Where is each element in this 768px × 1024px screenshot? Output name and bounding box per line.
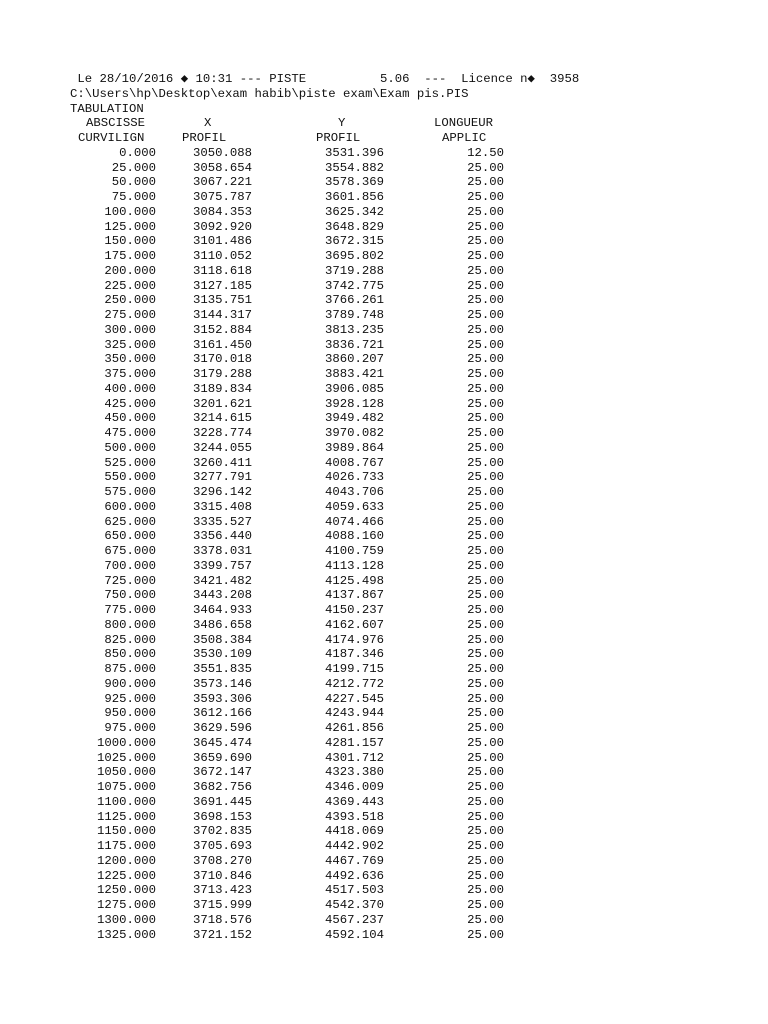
table-row xyxy=(0,677,768,692)
longueur-value: 25.00 xyxy=(467,411,504,426)
longueur-value: 25.00 xyxy=(467,632,504,647)
y-profil-value: 3601.856 xyxy=(324,190,384,204)
table-row xyxy=(0,249,768,264)
y-profil-value: 4187.346 xyxy=(324,647,384,662)
x-profil-value: 3705.693 xyxy=(192,839,252,853)
abscisse-value: 1075.000 xyxy=(96,780,156,794)
y-profil-value: 3949.482 xyxy=(324,411,384,426)
table-row xyxy=(0,765,768,780)
y-profil-value: 4517.503 xyxy=(324,883,384,898)
x-profil-value: 3573.146 xyxy=(192,676,252,691)
longueur-value: 25.00 xyxy=(467,603,504,617)
table-row xyxy=(0,264,768,279)
longueur-value: 25.00 xyxy=(467,558,504,573)
y-profil-value: 4323.380 xyxy=(324,765,384,780)
x-profil-value: 3629.596 xyxy=(192,721,252,735)
table-row xyxy=(0,279,768,294)
abscisse-value: 325.000 xyxy=(104,337,156,352)
longueur-value: 25.00 xyxy=(467,219,504,234)
y-profil-value: 4199.715 xyxy=(324,662,384,676)
abscisse-value: 425.000 xyxy=(104,396,156,411)
longueur-value: 25.00 xyxy=(467,514,504,529)
abscisse-value: 675.000 xyxy=(104,544,156,558)
table-row xyxy=(0,869,768,884)
x-profil-value: 3710.846 xyxy=(192,868,252,883)
longueur-value: 25.00 xyxy=(467,190,504,204)
table-row xyxy=(0,618,768,633)
y-profil-value: 3531.396 xyxy=(324,145,384,160)
abscisse-value: 1200.000 xyxy=(96,853,156,868)
x-profil-value: 3058.654 xyxy=(192,160,252,175)
longueur-value: 25.00 xyxy=(467,898,504,912)
table-row xyxy=(0,706,768,721)
col-header-profil-y: PROFIL xyxy=(316,131,361,145)
longueur-value: 25.00 xyxy=(467,175,504,190)
y-profil-value: 4125.498 xyxy=(324,573,384,588)
abscisse-value: 1025.000 xyxy=(96,750,156,765)
table-row xyxy=(0,574,768,589)
x-profil-value: 3067.221 xyxy=(192,175,252,190)
longueur-value: 25.00 xyxy=(467,780,504,794)
y-profil-value: 4026.733 xyxy=(324,470,384,485)
x-profil-value: 3228.774 xyxy=(192,426,252,440)
y-profil-value: 4174.976 xyxy=(324,632,384,647)
x-profil-value: 3721.152 xyxy=(192,927,252,942)
longueur-value: 25.00 xyxy=(467,883,504,898)
longueur-value: 25.00 xyxy=(467,824,504,839)
abscisse-value: 1050.000 xyxy=(96,765,156,780)
x-profil-value: 3260.411 xyxy=(192,455,252,470)
x-profil-value: 3214.615 xyxy=(192,411,252,426)
y-profil-value: 4008.767 xyxy=(324,455,384,470)
table-row xyxy=(0,308,768,323)
col-header-curvilign: CURVILIGN xyxy=(78,131,145,145)
abscisse-value: 1225.000 xyxy=(96,868,156,883)
longueur-value: 25.00 xyxy=(467,293,504,308)
longueur-value: 25.00 xyxy=(467,529,504,544)
abscisse-value: 750.000 xyxy=(104,588,156,603)
y-profil-value: 4281.157 xyxy=(324,735,384,750)
longueur-value: 25.00 xyxy=(467,588,504,603)
abscisse-value: 775.000 xyxy=(104,603,156,617)
x-profil-value: 3691.445 xyxy=(192,794,252,809)
x-profil-value: 3084.353 xyxy=(192,204,252,219)
table-row xyxy=(0,854,768,869)
longueur-value: 25.00 xyxy=(467,706,504,721)
y-profil-value: 3989.864 xyxy=(324,440,384,455)
table-row xyxy=(0,293,768,308)
abscisse-value: 1325.000 xyxy=(96,927,156,942)
longueur-value: 25.00 xyxy=(467,204,504,219)
y-profil-value: 4369.443 xyxy=(324,794,384,809)
y-profil-value: 4542.370 xyxy=(324,898,384,912)
y-profil-value: 3883.421 xyxy=(324,367,384,381)
y-profil-value: 4162.607 xyxy=(324,617,384,632)
x-profil-value: 3335.527 xyxy=(192,514,252,529)
x-profil-value: 3161.450 xyxy=(192,337,252,352)
abscisse-value: 700.000 xyxy=(104,558,156,573)
y-profil-value: 3860.207 xyxy=(324,352,384,367)
abscisse-value: 950.000 xyxy=(104,706,156,721)
table-row xyxy=(0,588,768,603)
column-header-row-1 xyxy=(0,116,768,131)
x-profil-value: 3645.474 xyxy=(192,735,252,750)
y-profil-value: 3928.128 xyxy=(324,396,384,411)
abscisse-value: 1175.000 xyxy=(96,839,156,853)
longueur-value: 25.00 xyxy=(467,455,504,470)
table-row xyxy=(0,928,768,943)
abscisse-value: 1250.000 xyxy=(96,883,156,898)
y-profil-value: 4393.518 xyxy=(324,809,384,824)
longueur-value: 25.00 xyxy=(467,927,504,942)
abscisse-value: 50.000 xyxy=(111,175,156,190)
y-profil-value: 4243.944 xyxy=(324,706,384,721)
x-profil-value: 3127.185 xyxy=(192,278,252,293)
table-row xyxy=(0,544,768,559)
table-row xyxy=(0,367,768,382)
x-profil-value: 3702.835 xyxy=(192,824,252,839)
longueur-value: 25.00 xyxy=(467,278,504,293)
abscisse-value: 550.000 xyxy=(104,470,156,485)
table-row xyxy=(0,338,768,353)
x-profil-value: 3144.317 xyxy=(192,308,252,322)
col-header-applic: APPLIC xyxy=(442,131,487,145)
abscisse-value: 825.000 xyxy=(104,632,156,647)
abscisse-value: 600.000 xyxy=(104,499,156,514)
abscisse-value: 125.000 xyxy=(104,219,156,234)
table-row xyxy=(0,913,768,928)
longueur-value: 25.00 xyxy=(467,868,504,883)
longueur-value: 25.00 xyxy=(467,249,504,263)
y-profil-value: 4492.636 xyxy=(324,868,384,883)
longueur-value: 25.00 xyxy=(467,367,504,381)
table-row xyxy=(0,721,768,736)
y-profil-value: 3789.748 xyxy=(324,308,384,322)
table-row xyxy=(0,751,768,766)
abscisse-value: 450.000 xyxy=(104,411,156,426)
longueur-value: 25.00 xyxy=(467,573,504,588)
y-profil-value: 4150.237 xyxy=(324,603,384,617)
table-row xyxy=(0,190,768,205)
y-profil-value: 4137.867 xyxy=(324,588,384,603)
y-profil-value: 4059.633 xyxy=(324,499,384,514)
y-profil-value: 3719.288 xyxy=(324,263,384,278)
x-profil-value: 3659.690 xyxy=(192,750,252,765)
longueur-value: 25.00 xyxy=(467,647,504,662)
y-profil-value: 4301.712 xyxy=(324,750,384,765)
abscisse-value: 225.000 xyxy=(104,278,156,293)
table-row xyxy=(0,529,768,544)
table-row xyxy=(0,397,768,412)
abscisse-value: 525.000 xyxy=(104,455,156,470)
abscisse-value: 1000.000 xyxy=(96,735,156,750)
longueur-value: 25.00 xyxy=(467,617,504,632)
abscisse-value: 1100.000 xyxy=(96,794,156,809)
table-row xyxy=(0,411,768,426)
tabulation-table xyxy=(0,146,768,943)
y-profil-value: 3742.775 xyxy=(324,278,384,293)
table-row xyxy=(0,500,768,515)
table-row xyxy=(0,736,768,751)
y-profil-value: 4088.160 xyxy=(324,529,384,544)
y-profil-value: 3625.342 xyxy=(324,204,384,219)
abscisse-value: 350.000 xyxy=(104,352,156,367)
y-profil-value: 4261.856 xyxy=(324,721,384,735)
x-profil-value: 3421.482 xyxy=(192,573,252,588)
table-row xyxy=(0,824,768,839)
col-header-profil-x: PROFIL xyxy=(182,131,227,145)
col-header-y: Y xyxy=(338,116,346,131)
x-profil-value: 3508.384 xyxy=(192,632,252,647)
y-profil-value: 3648.829 xyxy=(324,219,384,234)
longueur-value: 25.00 xyxy=(467,794,504,809)
abscisse-value: 925.000 xyxy=(104,691,156,706)
y-profil-value: 4043.706 xyxy=(324,485,384,499)
col-header-x: X xyxy=(204,116,212,131)
y-profil-value: 4227.545 xyxy=(324,691,384,706)
y-profil-value: 4592.104 xyxy=(324,927,384,942)
x-profil-value: 3698.153 xyxy=(192,809,252,824)
longueur-value: 25.00 xyxy=(467,691,504,706)
y-profil-value: 4567.237 xyxy=(324,912,384,927)
table-row xyxy=(0,839,768,854)
abscisse-value: 175.000 xyxy=(104,249,156,263)
longueur-value: 25.00 xyxy=(467,381,504,396)
longueur-value: 25.00 xyxy=(467,352,504,367)
table-row xyxy=(0,515,768,530)
y-profil-value: 3672.315 xyxy=(324,234,384,249)
abscisse-value: 500.000 xyxy=(104,440,156,455)
longueur-value: 25.00 xyxy=(467,160,504,175)
table-row xyxy=(0,352,768,367)
abscisse-value: 1275.000 xyxy=(96,898,156,912)
abscisse-value: 400.000 xyxy=(104,381,156,396)
x-profil-value: 3551.835 xyxy=(192,662,252,676)
abscisse-value: 625.000 xyxy=(104,514,156,529)
y-profil-value: 3578.369 xyxy=(324,175,384,190)
abscisse-value: 575.000 xyxy=(104,485,156,499)
table-row xyxy=(0,795,768,810)
longueur-value: 25.00 xyxy=(467,322,504,337)
x-profil-value: 3486.658 xyxy=(192,617,252,632)
x-profil-value: 3682.756 xyxy=(192,780,252,794)
table-row xyxy=(0,441,768,456)
y-profil-value: 3766.261 xyxy=(324,293,384,308)
table-row xyxy=(0,898,768,913)
longueur-value: 25.00 xyxy=(467,396,504,411)
x-profil-value: 3399.757 xyxy=(192,558,252,573)
abscisse-value: 75.000 xyxy=(111,190,156,204)
x-profil-value: 3718.576 xyxy=(192,912,252,927)
longueur-value: 25.00 xyxy=(467,765,504,780)
y-profil-value: 4113.128 xyxy=(324,558,384,573)
longueur-value: 25.00 xyxy=(467,809,504,824)
abscisse-value: 375.000 xyxy=(104,367,156,381)
x-profil-value: 3378.031 xyxy=(192,544,252,558)
longueur-value: 25.00 xyxy=(467,662,504,676)
abscisse-value: 1300.000 xyxy=(96,912,156,927)
table-row xyxy=(0,382,768,397)
table-row xyxy=(0,470,768,485)
x-profil-value: 3092.920 xyxy=(192,219,252,234)
x-profil-value: 3110.052 xyxy=(192,249,252,263)
abscisse-value: 650.000 xyxy=(104,529,156,544)
longueur-value: 25.00 xyxy=(467,308,504,322)
y-profil-value: 4100.759 xyxy=(324,544,384,558)
abscisse-value: 900.000 xyxy=(104,676,156,691)
x-profil-value: 3443.208 xyxy=(192,588,252,603)
longueur-value: 25.00 xyxy=(467,440,504,455)
table-row xyxy=(0,161,768,176)
x-profil-value: 3315.408 xyxy=(192,499,252,514)
table-row xyxy=(0,456,768,471)
x-profil-value: 3530.109 xyxy=(192,647,252,662)
x-profil-value: 3101.486 xyxy=(192,234,252,249)
table-row xyxy=(0,205,768,220)
abscisse-value: 25.000 xyxy=(111,160,156,175)
table-row xyxy=(0,662,768,677)
y-profil-value: 3906.085 xyxy=(324,381,384,396)
y-profil-value: 4418.069 xyxy=(324,824,384,839)
x-profil-value: 3244.055 xyxy=(192,440,252,455)
y-profil-value: 3695.802 xyxy=(324,249,384,263)
longueur-value: 25.00 xyxy=(467,234,504,249)
abscisse-value: 975.000 xyxy=(104,721,156,735)
x-profil-value: 3201.621 xyxy=(192,396,252,411)
longueur-value: 25.00 xyxy=(467,912,504,927)
table-row xyxy=(0,647,768,662)
y-profil-value: 4212.772 xyxy=(324,676,384,691)
longueur-value: 25.00 xyxy=(467,853,504,868)
table-row xyxy=(0,220,768,235)
longueur-value: 25.00 xyxy=(467,263,504,278)
x-profil-value: 3715.999 xyxy=(192,898,252,912)
file-path-line: C:\Users\hp\Desktop\exam habib\piste exam\Exam pis.PIS xyxy=(70,86,469,101)
table-row xyxy=(0,559,768,574)
abscisse-value: 800.000 xyxy=(104,617,156,632)
y-profil-value: 3970.082 xyxy=(324,426,384,440)
table-row xyxy=(0,485,768,500)
table-row xyxy=(0,692,768,707)
abscisse-value: 725.000 xyxy=(104,573,156,588)
y-profil-value: 4074.466 xyxy=(324,514,384,529)
longueur-value: 25.00 xyxy=(467,750,504,765)
abscisse-value: 275.000 xyxy=(104,308,156,322)
abscisse-value: 850.000 xyxy=(104,647,156,662)
table-row xyxy=(0,323,768,338)
document-page xyxy=(0,72,768,942)
longueur-value: 25.00 xyxy=(467,470,504,485)
table-row xyxy=(0,234,768,249)
table-row xyxy=(0,810,768,825)
x-profil-value: 3075.787 xyxy=(192,190,252,204)
y-profil-value: 4442.902 xyxy=(324,839,384,853)
abscisse-value: 475.000 xyxy=(104,426,156,440)
abscisse-value: 200.000 xyxy=(104,263,156,278)
x-profil-value: 3189.834 xyxy=(192,381,252,396)
section-title: TABULATION xyxy=(70,101,144,116)
longueur-value: 25.00 xyxy=(467,735,504,750)
longueur-value: 25.00 xyxy=(467,485,504,499)
abscisse-value: 0.000 xyxy=(119,145,156,160)
abscisse-value: 300.000 xyxy=(104,322,156,337)
x-profil-value: 3296.142 xyxy=(192,485,252,499)
x-profil-value: 3179.288 xyxy=(192,367,252,381)
x-profil-value: 3170.018 xyxy=(192,352,252,367)
longueur-value: 12.50 xyxy=(467,145,504,160)
x-profil-value: 3152.884 xyxy=(192,322,252,337)
y-profil-value: 3554.882 xyxy=(324,160,384,175)
table-row xyxy=(0,426,768,441)
y-profil-value: 3813.235 xyxy=(324,322,384,337)
longueur-value: 25.00 xyxy=(467,721,504,735)
table-row xyxy=(0,146,768,161)
y-profil-value: 4467.769 xyxy=(324,853,384,868)
table-row xyxy=(0,883,768,898)
report-date-line: Le 28/10/2016 ◆ 10:31 --- PISTE 5.06 --- Licence n◆ 3958 xyxy=(70,72,580,86)
column-header-row-2 xyxy=(0,131,768,146)
longueur-value: 25.00 xyxy=(467,839,504,853)
longueur-value: 25.00 xyxy=(467,499,504,514)
abscisse-value: 1125.000 xyxy=(96,809,156,824)
y-profil-value: 3836.721 xyxy=(324,337,384,352)
x-profil-value: 3135.751 xyxy=(192,293,252,308)
col-header-longueur: LONGUEUR xyxy=(434,116,494,131)
abscisse-value: 250.000 xyxy=(104,293,156,308)
table-row xyxy=(0,603,768,618)
longueur-value: 25.00 xyxy=(467,337,504,352)
y-profil-value: 4346.009 xyxy=(324,780,384,794)
abscisse-value: 1150.000 xyxy=(96,824,156,839)
longueur-value: 25.00 xyxy=(467,426,504,440)
col-header-abscisse: ABSCISSE xyxy=(86,116,146,131)
x-profil-value: 3708.270 xyxy=(192,853,252,868)
table-row xyxy=(0,780,768,795)
table-row xyxy=(0,633,768,648)
x-profil-value: 3118.618 xyxy=(192,263,252,278)
abscisse-value: 150.000 xyxy=(104,234,156,249)
x-profil-value: 3713.423 xyxy=(192,883,252,898)
abscisse-value: 875.000 xyxy=(104,662,156,676)
x-profil-value: 3050.088 xyxy=(192,145,252,160)
x-profil-value: 3612.166 xyxy=(192,706,252,721)
x-profil-value: 3593.306 xyxy=(192,691,252,706)
longueur-value: 25.00 xyxy=(467,676,504,691)
table-row xyxy=(0,175,768,190)
x-profil-value: 3672.147 xyxy=(192,765,252,780)
x-profil-value: 3277.791 xyxy=(192,470,252,485)
abscisse-value: 100.000 xyxy=(104,204,156,219)
x-profil-value: 3464.933 xyxy=(192,603,252,617)
x-profil-value: 3356.440 xyxy=(192,529,252,544)
longueur-value: 25.00 xyxy=(467,544,504,558)
